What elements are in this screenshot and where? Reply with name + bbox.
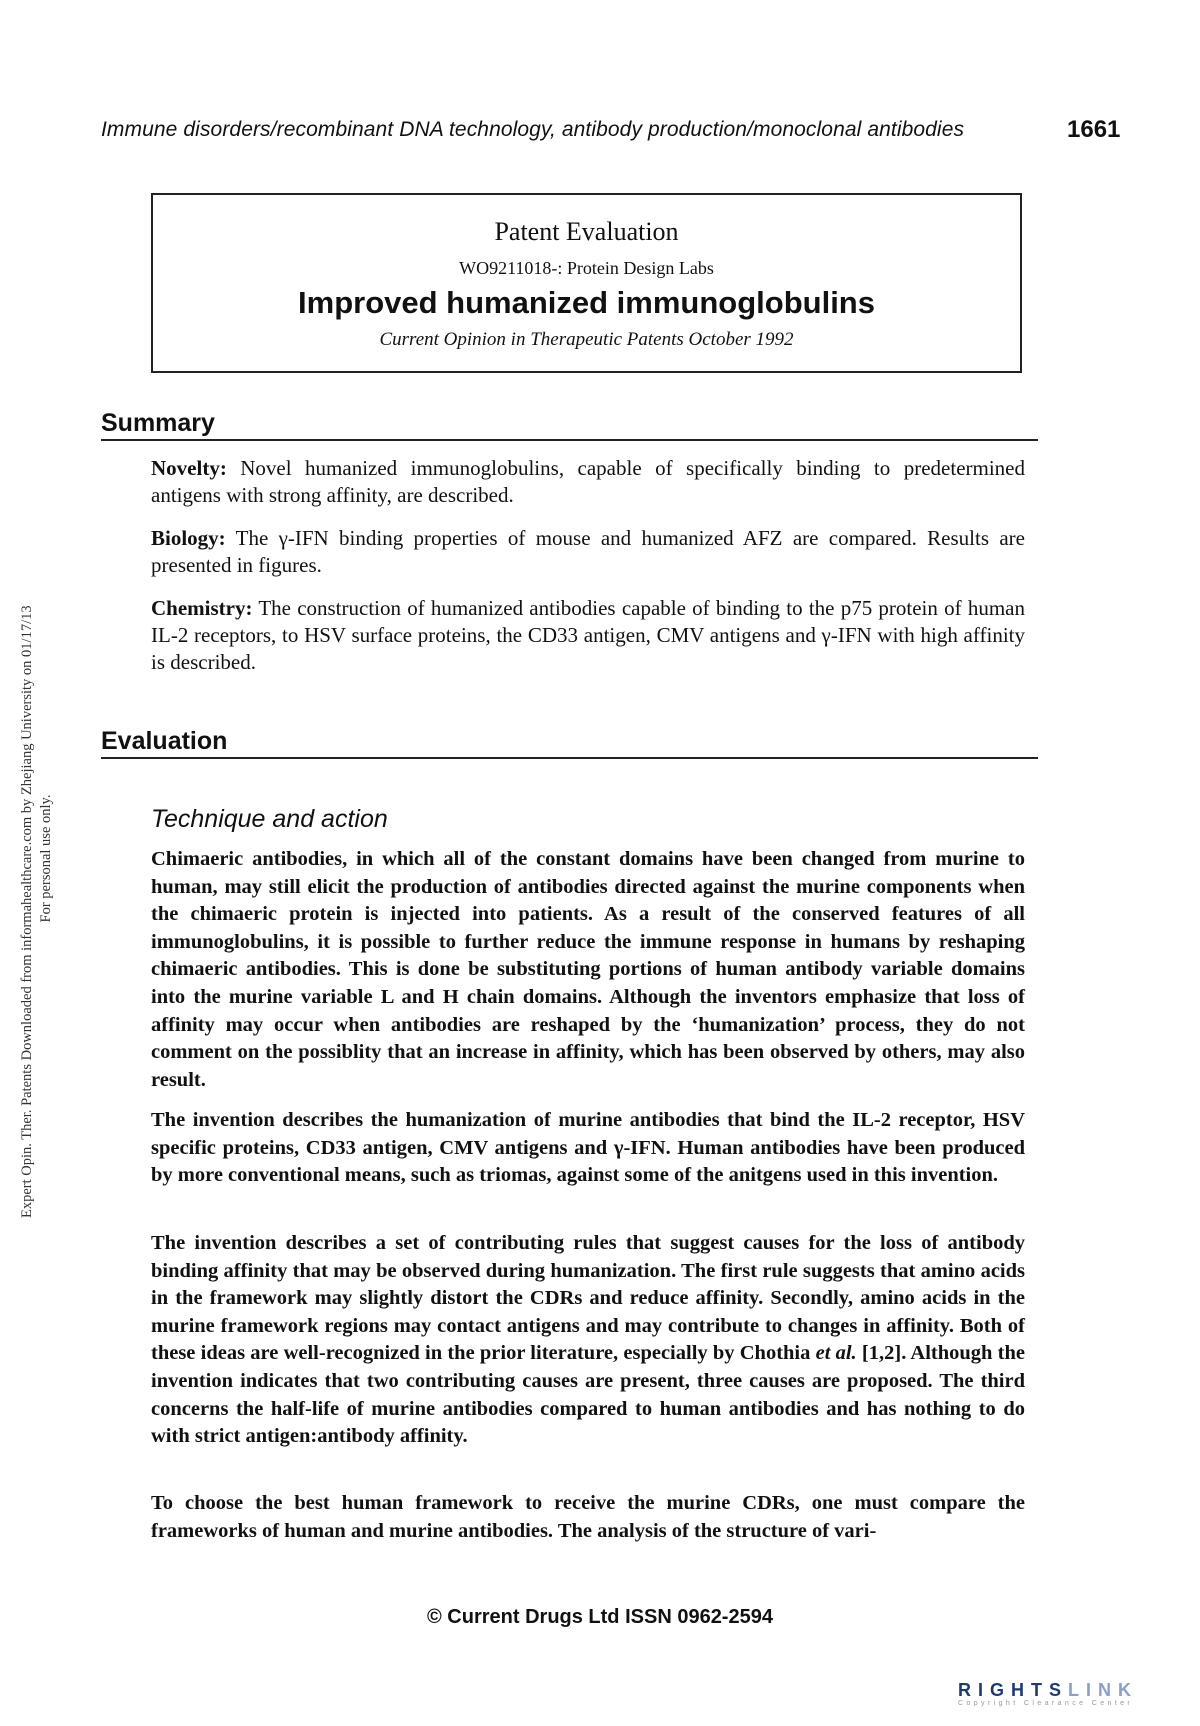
journal-source: Current Opinion in Therapeutic Patents October 1992: [379, 329, 794, 350]
summary-heading: Summary: [101, 409, 1038, 441]
biology-paragraph: [151, 525, 1025, 579]
patent-id: WO9211018-: Protein Design Labs: [459, 258, 714, 278]
novelty-text: Novel humanized immunoglobulins, capable of specifically binding to predetermined antigens with strong affinity, are described.: [151, 456, 1025, 507]
article-title: Improved humanized immunoglobulins: [298, 285, 875, 320]
chemistry-label: Chemistry:: [151, 596, 253, 620]
novelty-paragraph: [151, 455, 1025, 509]
paragraph-3-text-start: The invention describes a set of contributing rules that suggest causes for the loss of antibody binding affinity that may be observed during humanization. The first rule suggests that amino acids in the framework may slightly distort the CDRs and reduce affinity. Secondly, amino acids in the murine framework regions may contact antigens and may contribute to changes in affinity. Both of these ideas are well-recognized in the prior literature, especially by Chothia: [151, 1232, 1025, 1365]
rightslink-subtitle: Copyright Clearance Center: [958, 1700, 1134, 1707]
evaluation-paragraph-4: To choose the best human framework to receive the murine CDRs, one must compare the frameworks of human and murine antibodies. The analysis of the structure of vari-: [151, 1492, 1025, 1542]
biology-label: Biology:: [151, 526, 226, 550]
running-header-title: Immune disorders/recombinant DNA technology, antibody production/monoclonal antibodies: [101, 118, 965, 141]
watermark-line-1: Expert Opin. Ther. Patents Downloaded from informahealthcare.com by Zhejiang University on 01/17/13: [19, 605, 35, 1218]
novelty-label: Novelty:: [151, 456, 227, 480]
page-number: 1661: [1067, 116, 1121, 143]
rightslink-wordmark: [958, 1680, 1138, 1700]
paragraph-3-text-end: [1,2]. Although the invention indicates that two contributing causes are present, three causes are proposed. The third concerns the half-life of murine antibodies compared to human antibodies and has nothing to do with strict antigen:antibody affinity.: [151, 1342, 1025, 1448]
chemistry-text: The construction of humanized antibodies capable of binding to the p75 protein of human IL-2 receptors, to HSV surface proteins, the CD33 antigen, CMV antigens and γ-IFN with high affinity is described.: [151, 596, 1025, 674]
rightslink-logo[interactable]: [958, 1680, 1188, 1714]
biology-text: The γ-IFN binding properties of mouse and humanized AFZ are compared. Results are presented in figures.: [151, 526, 1025, 577]
et-al-citation: et al.: [815, 1342, 857, 1365]
evaluation-heading: Evaluation: [101, 727, 1038, 759]
evaluation-paragraph-3: [151, 1230, 1025, 1451]
rightslink-link-text: LINK: [1068, 1680, 1139, 1700]
download-watermark: [18, 499, 56, 1218]
chemistry-paragraph: [151, 595, 1025, 676]
watermark-line-2: For personal use only.: [38, 794, 54, 923]
copyright-footer: © Current Drugs Ltd ISSN 0962-2594: [427, 1606, 773, 1628]
technique-subheading: Technique and action: [151, 805, 388, 833]
patent-evaluation-label: Patent Evaluation: [494, 217, 679, 246]
rightslink-rights-text: RIGHTS: [958, 1680, 1069, 1700]
evaluation-paragraph-1: Chimaeric antibodies, in which all of the constant domains have been changed from murine to human, may still elicit the production of antibodies directed against the murine components when the chimaeric protein is injected into patients. As a result of the conserved features of all immunoglobulins, it is possible to further reduce the immune response in humans by reshaping chimaeric antibodies. This is done be substituting portions of human antibody variable domains into the murine variable L and H chain domains. Although the inventors emphasize that loss of affinity may occur when antibodies are reshaped by the ‘humanization’ process, they do not comment on the possiblity that an increase in affinity, which has been observed by others, may also result.: [151, 848, 1025, 1091]
patent-evaluation-box: [151, 193, 1022, 373]
evaluation-paragraph-2: The invention describes the humanization of murine antibodies that bind the IL-2 receptor, HSV specific proteins, CD33 antigen, CMV antigens and γ-IFN. Human antibodies have been produced by more conventional means, such as triomas, against some of the anitgens used in this invention.: [151, 1109, 1025, 1187]
